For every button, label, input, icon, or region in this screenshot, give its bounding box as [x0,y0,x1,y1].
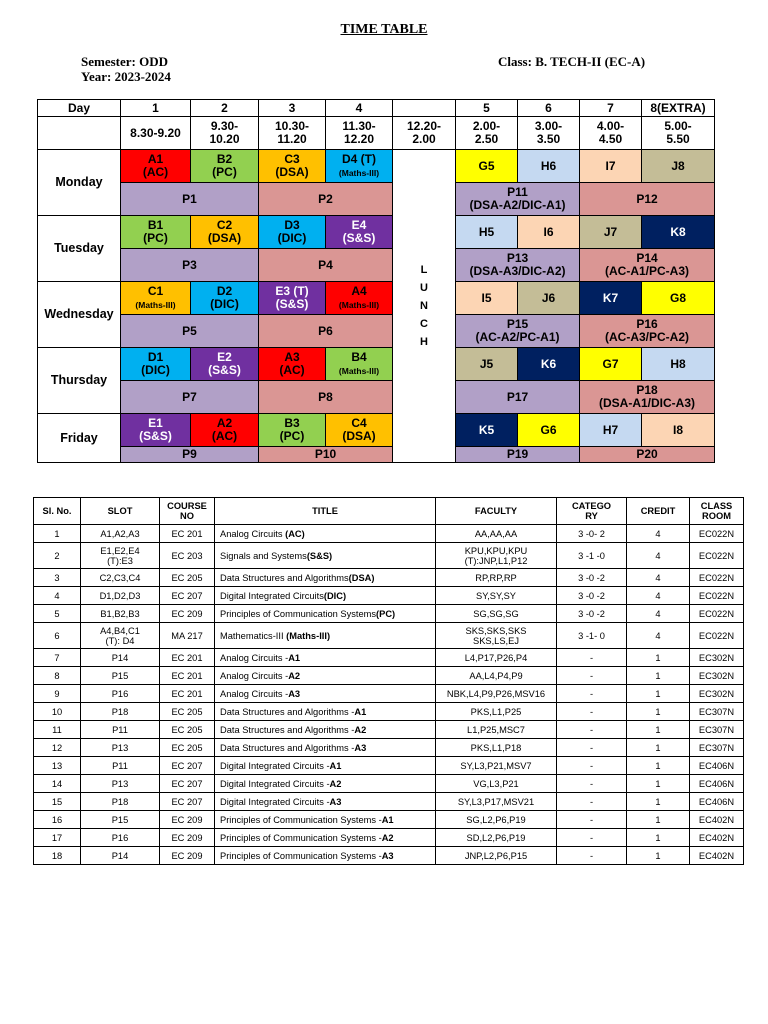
cell-faculty: L4,P17,P26,P4 [436,649,557,667]
cell-slot: P18 [81,703,160,721]
cell-p8: P8 [259,381,393,414]
cell-c2: C2 (DSA) [191,216,259,249]
cell-course-no: EC 205 [160,569,215,587]
time-slot-6: 3.00- 3.50 [518,117,580,150]
cell-sl-no: 3 [34,569,81,587]
cell-h8: H8 [642,348,715,381]
header-period-4: 4 [326,100,393,117]
header-day: Day [38,100,121,117]
col-header-faculty: FACULTY [436,498,557,525]
cell-category: - [557,811,627,829]
cell-category: - [557,757,627,775]
cell-faculty: AA,L4,P4,P9 [436,667,557,685]
cell-credit: 1 [627,649,690,667]
cell-faculty: SG,L2,P6,P19 [436,811,557,829]
cell-faculty: L1,P25,MSC7 [436,721,557,739]
cell-room: EC022N [690,543,744,569]
cell-faculty: PKS,L1,P25 [436,703,557,721]
cell-room: EC022N [690,569,744,587]
cell-p5: P5 [121,315,259,348]
cell-category: 3 -0 -2 [557,605,627,623]
cell-p7: P7 [121,381,259,414]
cell-sl-no: 14 [34,775,81,793]
cell-faculty: KPU,KPU,KPU (T):JNP,L1,P12 [436,543,557,569]
header-period-2: 2 [191,100,259,117]
cell-category: - [557,649,627,667]
course-row [34,847,744,865]
cell-title: Principles of Communication Systems(PC) [215,605,436,623]
cell-category: - [557,739,627,757]
monday-theory-row [38,150,715,183]
course-row [34,739,744,757]
cell-course-no: EC 205 [160,739,215,757]
cell-e3: E3 (T) (S&S) [259,282,326,315]
cell-room: EC307N [690,721,744,739]
cell-title: Signals and Systems(S&S) [215,543,436,569]
course-row [34,721,744,739]
header-period-6: 6 [518,100,580,117]
col-header-room: CLASS ROOM [690,498,744,525]
cell-p14: P14 (AC-A1/PC-A3) [580,249,715,282]
cell-title: Data Structures and Algorithms -A1 [215,703,436,721]
cell-credit: 1 [627,847,690,865]
cell-p3: P3 [121,249,259,282]
monday-lab-row [38,183,715,216]
cell-h7: H7 [580,414,642,447]
cell-slot: D1,D2,D3 [81,587,160,605]
cell-sl-no: 12 [34,739,81,757]
cell-b3: B3 (PC) [259,414,326,447]
cell-a1: A1 (AC) [121,150,191,183]
cell-slot: A1,A2,A3 [81,525,160,543]
cell-faculty: VG,L3,P21 [436,775,557,793]
cell-credit: 1 [627,811,690,829]
course-row [34,829,744,847]
cell-e1: E1 (S&S) [121,414,191,447]
wednesday-theory-row [38,282,715,315]
wednesday-lab-row [38,315,715,348]
cell-room: EC022N [690,525,744,543]
cell-room: EC302N [690,685,744,703]
cell-b1: B1 (PC) [121,216,191,249]
cell-room: EC307N [690,703,744,721]
course-row [34,623,744,649]
cell-faculty: SY,L3,P17,MSV21 [436,793,557,811]
cell-category: - [557,829,627,847]
friday-lab-row [38,447,715,463]
cell-g8: G8 [642,282,715,315]
cell-slot: P18 [81,793,160,811]
cell-room: EC302N [690,667,744,685]
cell-d2: D2 (DIC) [191,282,259,315]
cell-room: EC406N [690,757,744,775]
cell-title: Principles of Communication Systems -A2 [215,829,436,847]
cell-e4: E4 (S&S) [326,216,393,249]
cell-room: EC022N [690,623,744,649]
cell-a3: A3 (AC) [259,348,326,381]
cell-h6: H6 [518,150,580,183]
cell-p18: P18 (DSA-A1/DIC-A3) [580,381,715,414]
cell-title: Data Structures and Algorithms(DSA) [215,569,436,587]
course-row [34,793,744,811]
cell-title: Analog Circuits -A2 [215,667,436,685]
friday-theory-row [38,414,715,447]
cell-sl-no: 17 [34,829,81,847]
cell-title: Principles of Communication Systems -A1 [215,811,436,829]
cell-title: Analog Circuits -A3 [215,685,436,703]
cell-credit: 1 [627,775,690,793]
cell-slot: P11 [81,757,160,775]
cell-k8: K8 [642,216,715,249]
header-period-1: 1 [121,100,191,117]
course-header-row [34,498,744,525]
course-row [34,811,744,829]
cell-credit: 4 [627,525,690,543]
cell-j5: J5 [456,348,518,381]
cell-title: Analog Circuits (AC) [215,525,436,543]
day-tuesday: Tuesday [38,216,121,282]
cell-title: Data Structures and Algorithms -A3 [215,739,436,757]
cell-category: 3 -0 -2 [557,569,627,587]
cell-room: EC402N [690,829,744,847]
cell-p12: P12 [580,183,715,216]
cell-title: Data Structures and Algorithms -A2 [215,721,436,739]
time-slot-3: 10.30- 11.20 [259,117,326,150]
year-label: Year: 2023-2024 [81,69,171,84]
cell-sl-no: 9 [34,685,81,703]
cell-i8: I8 [642,414,715,447]
cell-p17: P17 [456,381,580,414]
cell-title: Mathematics-III (Maths-III) [215,623,436,649]
course-row [34,649,744,667]
time-slot-8: 5.00- 5.50 [642,117,715,150]
cell-room: EC406N [690,793,744,811]
cell-title: Digital Integrated Circuits(DIC) [215,587,436,605]
header-period-8: 8(EXTRA) [642,100,715,117]
cell-faculty: SKS,SKS,SKS SKS,LS,EJ [436,623,557,649]
cell-credit: 4 [627,623,690,649]
cell-e2: E2 (S&S) [191,348,259,381]
cell-slot: P15 [81,667,160,685]
cell-room: EC022N [690,587,744,605]
col-header-sl: Sl. No. [34,498,81,525]
col-header-credit: CREDIT [627,498,690,525]
cell-slot: P15 [81,811,160,829]
cell-category: - [557,847,627,865]
cell-course-no: EC 205 [160,721,215,739]
time-slot-1: 8.30-9.20 [121,117,191,150]
cell-c3: C3 (DSA) [259,150,326,183]
cell-slot: P16 [81,685,160,703]
header-period-7: 7 [580,100,642,117]
cell-slot: P14 [81,649,160,667]
cell-credit: 1 [627,757,690,775]
cell-course-no: EC 207 [160,757,215,775]
cell-course-no: EC 207 [160,775,215,793]
course-row [34,605,744,623]
course-row [34,525,744,543]
cell-d1: D1 (DIC) [121,348,191,381]
cell-course-no: EC 209 [160,605,215,623]
cell-p1: P1 [121,183,259,216]
cell-slot: B1,B2,B3 [81,605,160,623]
cell-course-no: EC 201 [160,685,215,703]
cell-category: - [557,793,627,811]
cell-category: 3 -0- 2 [557,525,627,543]
cell-sl-no: 13 [34,757,81,775]
cell-sl-no: 6 [34,623,81,649]
course-row [34,775,744,793]
cell-slot: P13 [81,775,160,793]
cell-p16: P16 (AC-A3/PC-A2) [580,315,715,348]
day-wednesday: Wednesday [38,282,121,348]
cell-faculty: PKS,L1,P18 [436,739,557,757]
cell-sl-no: 10 [34,703,81,721]
cell-faculty: SY,L3,P21,MSV7 [436,757,557,775]
col-header-course-no: COURSE NO [160,498,215,525]
cell-p19: P19 [456,447,580,463]
thursday-theory-row [38,348,715,381]
course-row [34,543,744,569]
cell-sl-no: 7 [34,649,81,667]
cell-title: Digital Integrated Circuits -A2 [215,775,436,793]
course-table [33,497,744,865]
cell-p4: P4 [259,249,393,282]
cell-credit: 4 [627,587,690,605]
cell-sl-no: 4 [34,587,81,605]
cell-faculty: JNP,L2,P6,P15 [436,847,557,865]
cell-slot: A4,B4,C1 (T): D4 [81,623,160,649]
cell-d3: D3 (DIC) [259,216,326,249]
cell-j7: J7 [580,216,642,249]
cell-course-no: EC 201 [160,649,215,667]
cell-room: EC402N [690,811,744,829]
cell-credit: 1 [627,703,690,721]
cell-p9: P9 [121,447,259,463]
cell-p6: P6 [259,315,393,348]
time-row [38,117,715,150]
cell-credit: 1 [627,739,690,757]
cell-category: - [557,721,627,739]
cell-credit: 1 [627,829,690,847]
cell-course-no: EC 209 [160,811,215,829]
cell-p20: P20 [580,447,715,463]
cell-course-no: EC 203 [160,543,215,569]
cell-sl-no: 8 [34,667,81,685]
cell-course-no: EC 201 [160,525,215,543]
cell-credit: 1 [627,793,690,811]
cell-sl-no: 16 [34,811,81,829]
cell-sl-no: 1 [34,525,81,543]
cell-slot: P13 [81,739,160,757]
cell-sl-no: 11 [34,721,81,739]
cell-k6: K6 [518,348,580,381]
cell-faculty: NBK,L4,P9,P26,MSV16 [436,685,557,703]
course-row [34,667,744,685]
thursday-lab-row [38,381,715,414]
cell-course-no: EC 207 [160,793,215,811]
course-row [34,569,744,587]
cell-category: - [557,685,627,703]
cell-title: Digital Integrated Circuits -A1 [215,757,436,775]
cell-course-no: EC 207 [160,587,215,605]
cell-i6: I6 [518,216,580,249]
cell-k7: K7 [580,282,642,315]
cell-credit: 1 [627,721,690,739]
tuesday-lab-row [38,249,715,282]
day-thursday: Thursday [38,348,121,414]
cell-slot: C2,C3,C4 [81,569,160,587]
day-monday: Monday [38,150,121,216]
cell-b2: B2 (PC) [191,150,259,183]
cell-p13: P13 (DSA-A3/DIC-A2) [456,249,580,282]
time-slot-4: 11.30- 12.20 [326,117,393,150]
cell-p11: P11 (DSA-A2/DIC-A1) [456,183,580,216]
col-header-title: TITLE [215,498,436,525]
cell-sl-no: 5 [34,605,81,623]
cell-a2: A2 (AC) [191,414,259,447]
cell-course-no: EC 201 [160,667,215,685]
cell-category: 3 -1 -0 [557,543,627,569]
cell-slot: P11 [81,721,160,739]
cell-sl-no: 2 [34,543,81,569]
lunch-column: L U N C H [393,150,456,463]
cell-credit: 4 [627,569,690,587]
cell-category: - [557,703,627,721]
cell-course-no: MA 217 [160,623,215,649]
cell-g5: G5 [456,150,518,183]
cell-g6: G6 [518,414,580,447]
time-slot-2: 9.30- 10.20 [191,117,259,150]
cell-g7: G7 [580,348,642,381]
course-row [34,587,744,605]
cell-title: Principles of Communication Systems -A3 [215,847,436,865]
cell-course-no: EC 209 [160,829,215,847]
cell-i5: I5 [456,282,518,315]
tuesday-theory-row [38,216,715,249]
cell-j8: J8 [642,150,715,183]
day-friday: Friday [38,414,121,463]
cell-slot: P14 [81,847,160,865]
cell-category: - [557,667,627,685]
time-slot-5: 2.00- 2.50 [456,117,518,150]
cell-a4: A4 (Maths-III) [326,282,393,315]
header-lunch [393,100,456,117]
period-number-row [38,100,715,117]
time-slot-7: 4.00- 4.50 [580,117,642,150]
course-row [34,757,744,775]
cell-credit: 4 [627,543,690,569]
cell-room: EC307N [690,739,744,757]
cell-room: EC302N [690,649,744,667]
col-header-category: CATEGO RY [557,498,627,525]
semester-label: Semester: ODD [81,54,168,69]
cell-faculty: SD,L2,P6,P19 [436,829,557,847]
cell-c4: C4 (DSA) [326,414,393,447]
col-header-slot: SLOT [81,498,160,525]
cell-room: EC402N [690,847,744,865]
cell-j6: J6 [518,282,580,315]
cell-faculty: RP,RP,RP [436,569,557,587]
time-slot-lunch: 12.20- 2.00 [393,117,456,150]
cell-credit: 1 [627,667,690,685]
cell-k5: K5 [456,414,518,447]
cell-category: 3 -1- 0 [557,623,627,649]
timetable-grid [37,99,715,463]
cell-p2: P2 [259,183,393,216]
cell-room: EC022N [690,605,744,623]
cell-b4: B4 (Maths-III) [326,348,393,381]
cell-title: Analog Circuits -A1 [215,649,436,667]
cell-credit: 1 [627,685,690,703]
course-row [34,703,744,721]
cell-faculty: SY,SY,SY [436,587,557,605]
cell-course-no: EC 205 [160,703,215,721]
cell-course-no: EC 209 [160,847,215,865]
cell-p15: P15 (AC-A2/PC-A1) [456,315,580,348]
cell-slot: P16 [81,829,160,847]
course-row [34,685,744,703]
cell-room: EC406N [690,775,744,793]
header-period-5: 5 [456,100,518,117]
cell-category: 3 -0 -2 [557,587,627,605]
class-label: Class: B. TECH-II (EC-A) [498,54,646,69]
cell-faculty: SG,SG,SG [436,605,557,623]
cell-i7: I7 [580,150,642,183]
cell-h5: H5 [456,216,518,249]
cell-c1: C1 (Maths-III) [121,282,191,315]
cell-category: - [557,775,627,793]
page-title: TIME TABLE [340,22,428,37]
cell-sl-no: 18 [34,847,81,865]
cell-d4: D4 (T) (Maths-III) [326,150,393,183]
time-blank [38,117,121,150]
cell-p10: P10 [259,447,393,463]
cell-sl-no: 15 [34,793,81,811]
cell-title: Digital Integrated Circuits -A3 [215,793,436,811]
cell-credit: 4 [627,605,690,623]
cell-faculty: AA,AA,AA [436,525,557,543]
header-period-3: 3 [259,100,326,117]
cell-slot: E1,E2,E4 (T):E3 [81,543,160,569]
